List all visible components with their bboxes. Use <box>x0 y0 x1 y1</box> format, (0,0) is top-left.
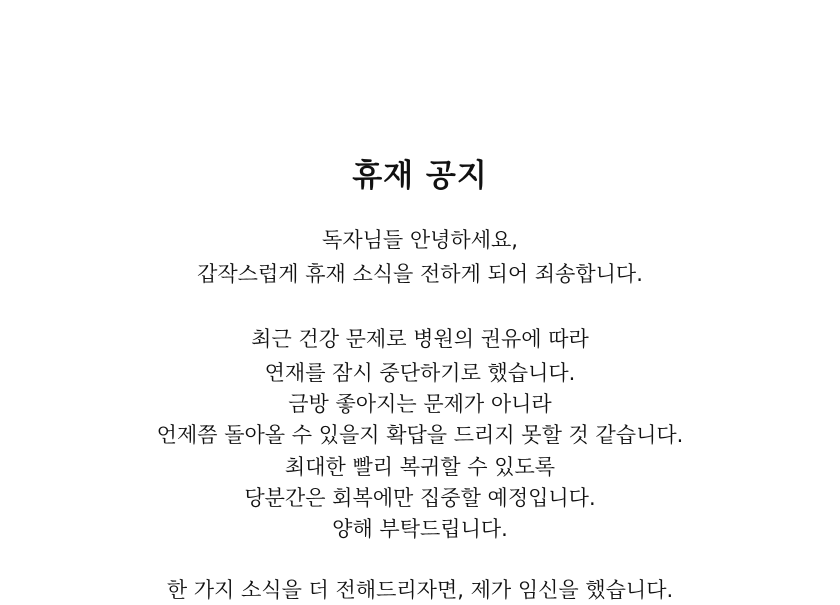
body-line: 최대한 빨리 복귀할 수 있도록 <box>284 455 556 479</box>
apology-line: 갑작스럽게 휴재 소식을 전하게 되어 죄송합니다. <box>197 262 643 286</box>
body-line: 당분간은 회복에만 집중할 예정입니다. <box>244 486 596 510</box>
partial-line: 한 가지 소식을 더 전해드리자면, 제가 임신을 했습니다. <box>166 578 674 602</box>
notice-title: 휴재 공지 <box>352 158 488 194</box>
body-line: 최근 건강 문제로 병원의 권유에 따라 <box>251 327 589 351</box>
greeting-line: 독자님들 안녕하세요, <box>322 228 518 252</box>
body-line: 연재를 잠시 중단하기로 했습니다. <box>264 361 576 385</box>
body-line: 금방 좋아지는 문제가 아니라 <box>288 392 552 416</box>
body-line: 양해 부탁드립니다. <box>332 517 508 541</box>
body-line: 언제쯤 돌아올 수 있을지 확답을 드리지 못할 것 같습니다. <box>156 423 684 447</box>
